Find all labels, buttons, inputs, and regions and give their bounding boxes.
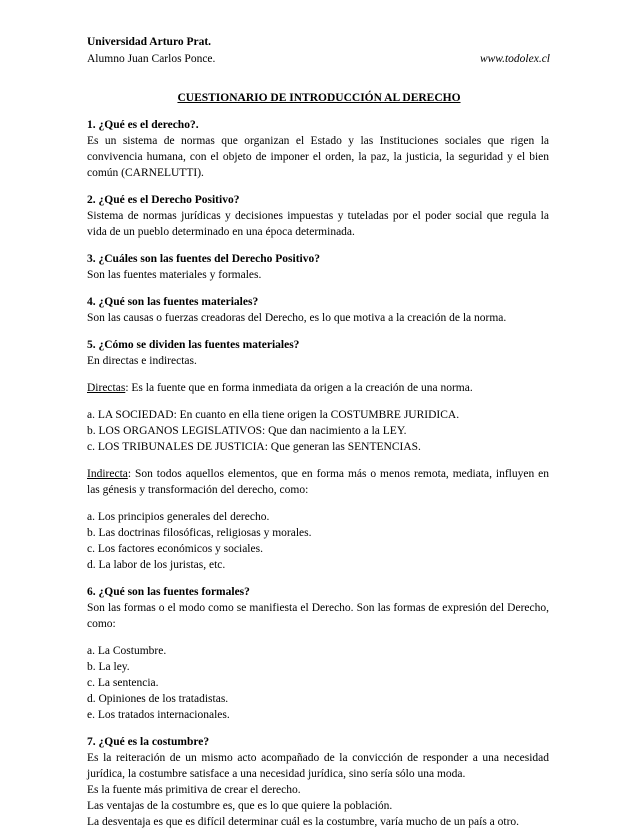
question-6: 6. ¿Qué son las fuentes formales? — [87, 586, 250, 598]
answer-2: Sistema de normas jurídicas y decisiones impuestas y tuteladas por el poder social que regula la vida de un pueblo determinado en una época determinada. — [87, 210, 549, 238]
directas-text: : Es la fuente que en forma inmediata da origen a la creación de una norma. — [125, 382, 473, 394]
header-university: Universidad Arturo Prat. — [87, 36, 212, 48]
list-item: e. Los tratados internacionales. — [87, 709, 230, 721]
list-item: b. La ley. — [87, 661, 130, 673]
list-item: a. Los principios generales del derecho. — [87, 511, 270, 523]
answer-7-line-3: Las ventajas de la costumbre es, que es lo que quiere la población. — [87, 800, 393, 812]
answer-4: Son las causas o fuerzas creadoras del Derecho, es lo que motiva a la creación de la norma. — [87, 312, 507, 324]
indirecta-paragraph — [87, 466, 549, 498]
directas-term: Directas — [87, 382, 126, 394]
answer-5: En directas e indirectas. — [87, 355, 197, 367]
answer-6: Son las formas o el modo como se manifiesta el Derecho. Son las formas de expresión del Derecho, como: — [87, 602, 549, 630]
indirecta-term: Indirecta — [87, 468, 128, 480]
directas-paragraph — [87, 380, 549, 396]
question-5: 5. ¿Cómo se dividen las fuentes materiales? — [87, 339, 300, 351]
question-7: 7. ¿Qué es la costumbre? — [87, 736, 210, 748]
list-item: d. Opiniones de los tratadistas. — [87, 693, 229, 705]
answer-7: Es la reiteración de un mismo acto acompañado de la convicción de responder a una necesidad jurídica, la costumbre satisface a una necesidad jurídica, sino sería sólo una moda. — [87, 752, 549, 780]
answer-3: Son las fuentes materiales y formales. — [87, 269, 262, 281]
question-4: 4. ¿Qué son las fuentes materiales? — [87, 296, 259, 308]
list-item: a. LA SOCIEDAD: En cuanto en ella tiene origen la COSTUMBRE JURIDICA. — [87, 409, 460, 421]
answer-7-line-2: Es la fuente más primitiva de crear el derecho. — [87, 784, 301, 796]
list-item: b. LOS ORGANOS LEGISLATIVOS: Que dan nacimiento a la LEY. — [87, 425, 407, 437]
answer-1: Es un sistema de normas que organizan el Estado y las Instituciones sociales que rigen la convivencia humana, con el objeto de imponer el orden, la paz, la justicia, la seguridad y el bien común (CARNELUTTI). — [87, 135, 549, 179]
list-item: d. La labor de los juristas, etc. — [87, 559, 226, 571]
document-title: CUESTIONARIO DE INTRODUCCIÓN AL DERECHO — [177, 92, 461, 104]
list-item: a. La Costumbre. — [87, 645, 167, 657]
question-3: 3. ¿Cuáles son las fuentes del Derecho Positivo? — [87, 253, 320, 265]
answer-7-line-4: La desventaja es que es difícil determinar cuál es la costumbre, varía mucho de un país a otro. — [87, 816, 520, 828]
question-2: 2. ¿Qué es el Derecho Positivo? — [87, 194, 240, 206]
list-item: c. Los factores económicos y sociales. — [87, 543, 263, 555]
list-item: c. LOS TRIBUNALES DE JUSTICIA: Que generan las SENTENCIAS. — [87, 441, 421, 453]
question-1: 1. ¿Qué es el derecho?. — [87, 119, 199, 131]
header-student: Alumno Juan Carlos Ponce. — [87, 53, 216, 65]
document-body — [87, 117, 549, 830]
list-item: c. La sentencia. — [87, 677, 159, 689]
header-website: www.todolex.cl — [479, 53, 550, 65]
indirecta-text: : Son todos aquellos elementos, que en forma más o menos remota, mediata, influyen en las génesis y transformación del derecho, como: — [87, 468, 549, 496]
list-item: b. Las doctrinas filosóficas, religiosas y morales. — [87, 527, 312, 539]
